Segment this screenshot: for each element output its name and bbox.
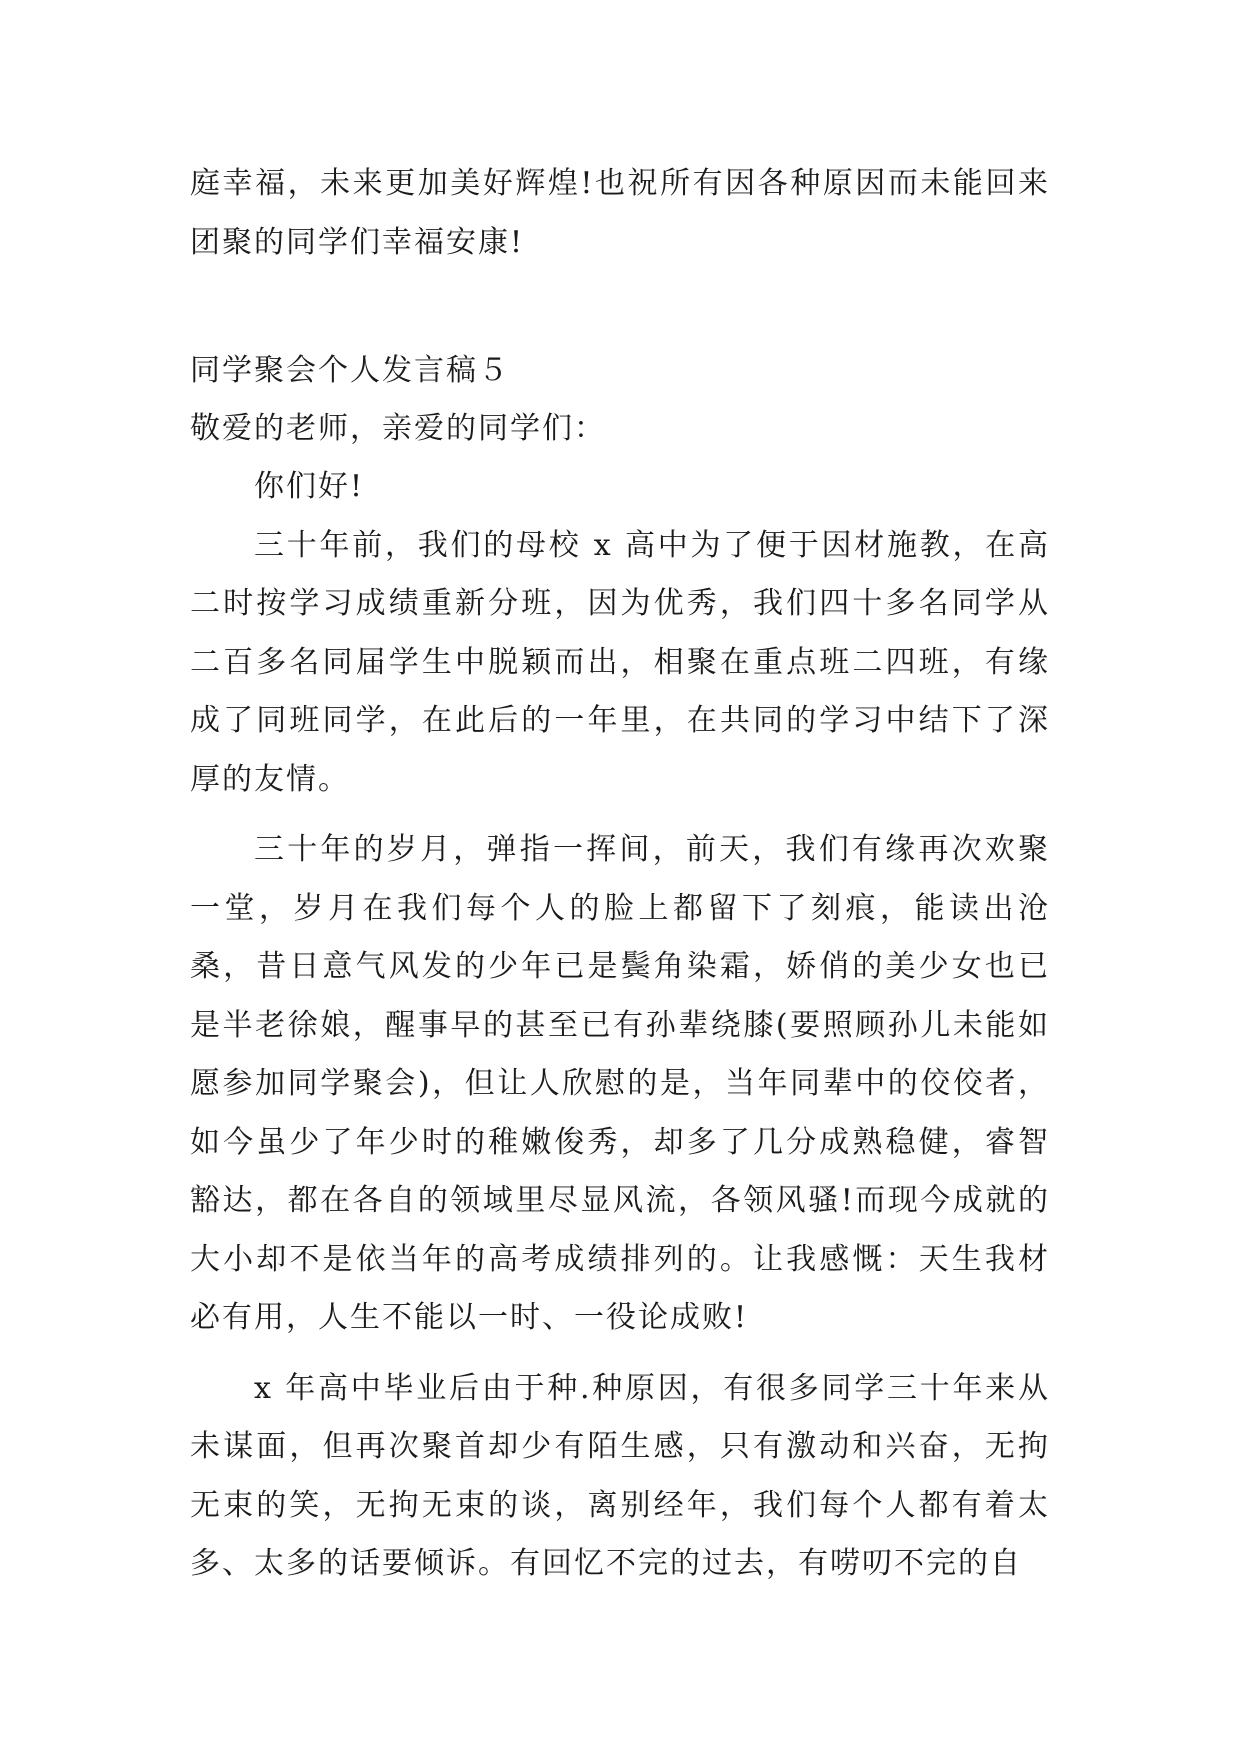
continuation-paragraph: 庭幸福，未来更加美好辉煌!也祝所有因各种原因而未能回来团聚的同学们幸福安康! (190, 166, 1050, 260)
body-paragraph-3: x 年高中毕业后由于种.种原因，有很多同学三十年来从未谋面，但再次聚首却少有陌生感，只有激动和兴奋，无拘无束的笑，无拘无束的谈，离别经年，我们每个人都有着太多、太多的话要倾诉。有回忆不完的过去，有唠叨不完的自 (190, 1370, 1050, 1581)
body-paragraph-2: 三十年的岁月，弹指一挥间，前天，我们有缘再次欢聚一堂，岁月在我们每个人的脸上都留下了刻痕，能读出沧桑，昔日意气风发的少年已是鬓角染霜，娇俏的美少女也已是半老徐娘，醒事早的甚至已有孙辈绕膝(要照顾孙儿未能如愿参加同学聚会)，但让人欣慰的是，当年同辈中的佼佼者，如今虽少了年少时的稚嫩俊秀，却多了几分成熟稳健，睿智豁达，都在各自的领域里尽显风流，各领风骚!而现今成就的大小却不是依当年的高考成绩排列的。让我感慨：天生我材必有用，人生不能以一时、一役论成败! (190, 832, 1050, 1335)
body-paragraph-1: 三十年前，我们的母校 x 高中为了便于因材施教，在高二时按学习成绩重新分班，因为优秀，我们四十多名同学从二百多名同届学生中脱颖而出，相聚在重点班二四班，有缘成了同班同学，在此后的一年里，在共同的学习中结下了深厚的友情。 (190, 527, 1050, 797)
salutation: 敬爱的老师，亲爱的同学们： (190, 411, 606, 446)
greeting: 你们好! (254, 469, 365, 504)
speech-section (190, 342, 1050, 1594)
speech-body (190, 517, 1050, 1594)
section-title: 同学聚会个人发言稿５ (190, 353, 510, 388)
